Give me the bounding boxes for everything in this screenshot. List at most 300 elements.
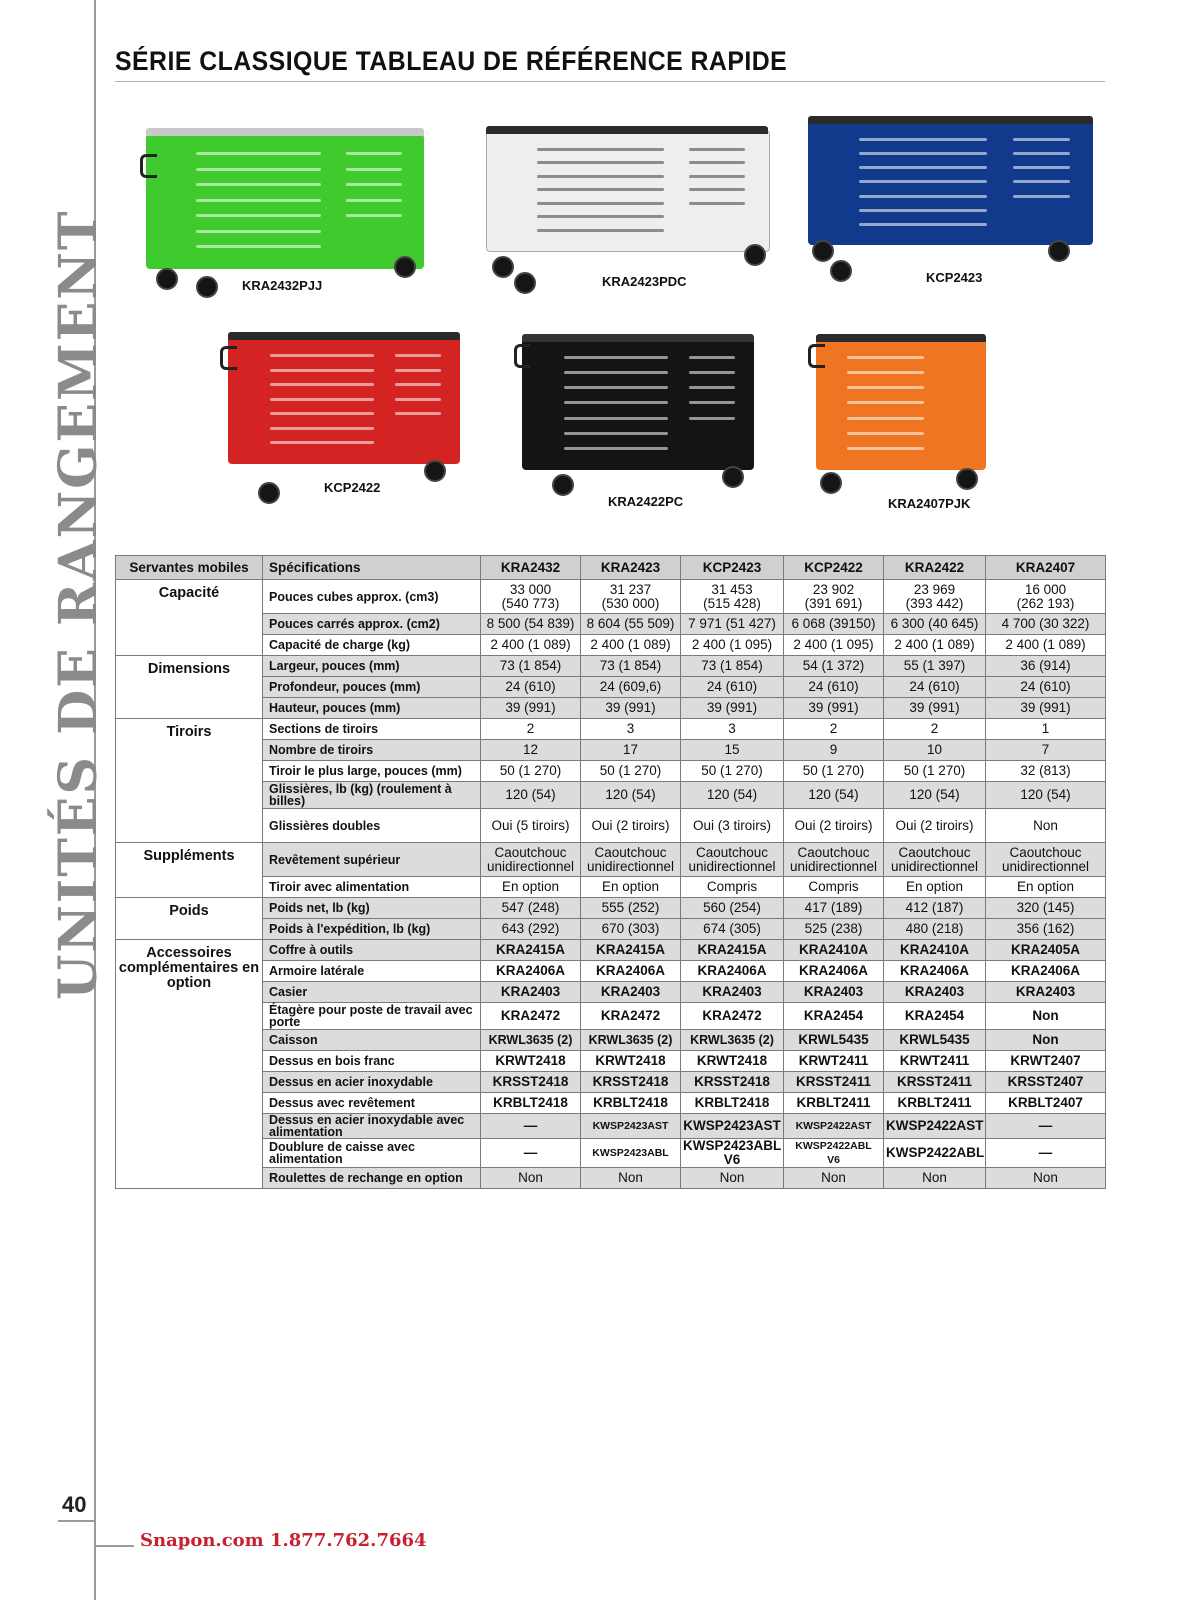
drawer-handle [689, 417, 735, 420]
table-row [116, 961, 1106, 982]
value-cell: 24 (609,6) [581, 677, 681, 698]
value-cell: 73 (1 854) [681, 656, 784, 677]
value-cell: KRA2410A [784, 940, 884, 961]
spec-label: Revêtement supérieur [263, 843, 481, 877]
cabinet-top [486, 126, 768, 134]
category-cell: Suppléments [116, 843, 263, 898]
value-cell: Non [784, 1168, 884, 1189]
value-cell: 120 (54) [681, 782, 784, 809]
drawer-handle [395, 383, 441, 386]
table-row [116, 677, 1106, 698]
value-cell: 2 400 (1 089) [884, 635, 986, 656]
product-image [146, 128, 436, 298]
table-row [116, 919, 1106, 940]
value-cell: 643 (292) [481, 919, 581, 940]
product-image [816, 334, 996, 514]
value-cell: 50 (1 270) [884, 761, 986, 782]
table-row [116, 1168, 1106, 1189]
drawer-handle [537, 175, 664, 178]
value-cell: KRA2406A [986, 961, 1106, 982]
value-cell: 7 971 (51 427) [681, 614, 784, 635]
spec-label: Sections de tiroirs [263, 719, 481, 740]
value-cell: 10 [884, 740, 986, 761]
value-cell: 2 [481, 719, 581, 740]
value-cell: 39 (991) [986, 698, 1106, 719]
value-cell: Caoutchouc unidirectionnel [986, 843, 1106, 877]
table-row [116, 761, 1106, 782]
table-row [116, 809, 1106, 843]
value-cell: 525 (238) [784, 919, 884, 940]
caster-wheel-icon [722, 466, 744, 488]
side-handle-icon [220, 346, 237, 370]
side-handle-icon [514, 344, 531, 368]
cabinet-top [522, 334, 754, 342]
product-label: KRA2432PJJ [242, 278, 323, 293]
value-cell: 547 (248) [481, 898, 581, 919]
value-cell: 120 (54) [884, 782, 986, 809]
value-cell: En option [581, 877, 681, 898]
table-row [116, 877, 1106, 898]
value-cell: 4 700 (30 322) [986, 614, 1106, 635]
header-spec: Spécifications [263, 556, 481, 580]
value-cell: KRWL3635 (2) [681, 1030, 784, 1051]
value-cell: 2 400 (1 089) [986, 635, 1106, 656]
value-cell: 36 (914) [986, 656, 1106, 677]
value-cell: KRA2410A [884, 940, 986, 961]
value-cell: KRA2406A [784, 961, 884, 982]
value-cell: 32 (813) [986, 761, 1106, 782]
value-cell: 39 (991) [681, 698, 784, 719]
table-row [116, 1051, 1106, 1072]
drawer-handle [564, 386, 668, 389]
value-cell: KWSP2422ABL [884, 1139, 986, 1168]
table-row [116, 656, 1106, 677]
drawer-handle [346, 168, 402, 171]
value-cell: 50 (1 270) [681, 761, 784, 782]
title-rule [115, 81, 1105, 82]
table-row [116, 1030, 1106, 1051]
value-cell: 2 400 (1 095) [784, 635, 884, 656]
value-cell: 23 902 (391 691) [784, 580, 884, 614]
value-cell: En option [884, 877, 986, 898]
drawer-handle [689, 356, 735, 359]
value-cell: 73 (1 854) [481, 656, 581, 677]
drawer-handle [1013, 180, 1070, 183]
drawer-handle [859, 166, 987, 169]
drawer-handle [689, 161, 745, 164]
spec-label: Étagère pour poste de travail avec porte [263, 1003, 481, 1030]
spec-label: Capacité de charge (kg) [263, 635, 481, 656]
drawer-handle [847, 386, 924, 389]
value-cell: KRBLT2418 [581, 1093, 681, 1114]
value-cell: 120 (54) [581, 782, 681, 809]
value-cell: 2 [884, 719, 986, 740]
value-cell: Non [481, 1168, 581, 1189]
value-cell: 17 [581, 740, 681, 761]
value-cell: KRA2454 [884, 1003, 986, 1030]
value-cell: KRA2403 [481, 982, 581, 1003]
product-label: KRA2423PDC [602, 274, 687, 289]
drawer-handle [395, 398, 441, 401]
table-row [116, 719, 1106, 740]
category-cell: Poids [116, 898, 263, 940]
value-cell: KRSST2411 [884, 1072, 986, 1093]
value-cell: 320 (145) [986, 898, 1106, 919]
value-cell: KRWL5435 [884, 1030, 986, 1051]
value-cell: 39 (991) [581, 698, 681, 719]
drawer-handle [395, 354, 441, 357]
caster-wheel-icon [552, 474, 574, 496]
caster-wheel-icon [156, 268, 178, 290]
value-cell: KRSST2411 [784, 1072, 884, 1093]
value-cell: 6 300 (40 645) [884, 614, 986, 635]
drawer-handle [689, 401, 735, 404]
caster-wheel-icon [1048, 240, 1070, 262]
product-image [808, 116, 1098, 286]
value-cell: KRWT2411 [884, 1051, 986, 1072]
value-cell: KRSST2418 [581, 1072, 681, 1093]
value-cell: KRA2403 [681, 982, 784, 1003]
value-cell: KWSP2423AST [681, 1114, 784, 1139]
spec-label: Tiroir avec alimentation [263, 877, 481, 898]
caster-wheel-icon [492, 256, 514, 278]
header-model: KCP2422 [784, 556, 884, 580]
drawer-handle [196, 230, 321, 233]
category-cell: Dimensions [116, 656, 263, 719]
value-cell: KRA2403 [884, 982, 986, 1003]
drawer-handle [537, 148, 664, 151]
value-cell: Compris [784, 877, 884, 898]
drawer-handle [196, 152, 321, 155]
value-cell: KRBLT2411 [784, 1093, 884, 1114]
value-cell: Oui (3 tiroirs) [681, 809, 784, 843]
spec-label: Pouces cubes approx. (cm3) [263, 580, 481, 614]
drawer-handle [346, 183, 402, 186]
value-cell: 24 (610) [884, 677, 986, 698]
value-cell: KRA2405A [986, 940, 1106, 961]
value-cell: Caoutchouc unidirectionnel [481, 843, 581, 877]
value-cell: Non [986, 809, 1106, 843]
value-cell: KRWT2407 [986, 1051, 1106, 1072]
table-row [116, 982, 1106, 1003]
drawer-handle [847, 356, 924, 359]
value-cell: KRSST2418 [481, 1072, 581, 1093]
value-cell: Caoutchouc unidirectionnel [581, 843, 681, 877]
drawer-handle [537, 229, 664, 232]
value-cell: 23 969 (393 442) [884, 580, 986, 614]
drawer-handle [270, 427, 374, 430]
spec-label: Hauteur, pouces (mm) [263, 698, 481, 719]
drawer-handle [847, 401, 924, 404]
spec-table [115, 555, 1106, 1189]
drawer-handle [847, 432, 924, 435]
value-cell: KRA2403 [986, 982, 1106, 1003]
value-cell: 2 400 (1 095) [681, 635, 784, 656]
product-image [486, 126, 776, 296]
value-cell: 16 000 (262 193) [986, 580, 1106, 614]
value-cell: KRSST2407 [986, 1072, 1106, 1093]
value-cell: En option [986, 877, 1106, 898]
value-cell: 9 [784, 740, 884, 761]
table-row [116, 843, 1106, 877]
value-cell: 50 (1 270) [581, 761, 681, 782]
value-cell: 8 604 (55 509) [581, 614, 681, 635]
cabinet-top [146, 128, 424, 136]
drawer-handle [564, 371, 668, 374]
value-cell: KRA2406A [681, 961, 784, 982]
value-cell: 120 (54) [481, 782, 581, 809]
value-cell: 2 400 (1 089) [581, 635, 681, 656]
value-cell: Oui (2 tiroirs) [884, 809, 986, 843]
caster-wheel-icon [744, 244, 766, 266]
caster-wheel-icon [196, 276, 218, 298]
table-row [116, 898, 1106, 919]
table-row [116, 1139, 1106, 1168]
drawer-handle [859, 223, 987, 226]
drawer-handle [537, 188, 664, 191]
table-row [116, 1093, 1106, 1114]
header-model: KRA2423 [581, 556, 681, 580]
spec-label: Roulettes de rechange en option [263, 1168, 481, 1189]
value-cell: 31 237 (530 000) [581, 580, 681, 614]
drawer-handle [270, 383, 374, 386]
drawer-handle [564, 417, 668, 420]
value-cell: Caoutchouc unidirectionnel [784, 843, 884, 877]
category-cell: Capacité [116, 580, 263, 656]
spec-label: Profondeur, pouces (mm) [263, 677, 481, 698]
category-cell: Accessoires complémentaires en option [116, 940, 263, 1189]
table-row [116, 580, 1106, 614]
value-cell: KWSP2423ABL V6 [681, 1139, 784, 1168]
drawer-handle [270, 398, 374, 401]
value-cell: 1 [986, 719, 1106, 740]
drawer-handle [564, 356, 668, 359]
spec-label: Casier [263, 982, 481, 1003]
drawer-handle [1013, 195, 1070, 198]
table-row [116, 940, 1106, 961]
value-cell: KRWT2418 [581, 1051, 681, 1072]
value-cell: KRWT2418 [681, 1051, 784, 1072]
value-cell: 24 (610) [481, 677, 581, 698]
table-row [116, 782, 1106, 809]
drawer-handle [346, 199, 402, 202]
spec-label: Pouces carrés approx. (cm2) [263, 614, 481, 635]
value-cell: KRA2415A [481, 940, 581, 961]
caster-wheel-icon [820, 472, 842, 494]
spec-label: Nombre de tiroirs [263, 740, 481, 761]
value-cell: KRBLT2411 [884, 1093, 986, 1114]
value-cell: 39 (991) [481, 698, 581, 719]
drawer-handle [689, 148, 745, 151]
spec-label: Caisson [263, 1030, 481, 1051]
value-cell: KRWT2411 [784, 1051, 884, 1072]
value-cell: 15 [681, 740, 784, 761]
caster-wheel-icon [812, 240, 834, 262]
table-row [116, 698, 1106, 719]
value-cell: 8 500 (54 839) [481, 614, 581, 635]
header-model: KCP2423 [681, 556, 784, 580]
value-cell: — [986, 1114, 1106, 1139]
drawer-handle [1013, 152, 1070, 155]
spec-label: Dessus en bois franc [263, 1051, 481, 1072]
page-number: 40 [62, 1492, 87, 1517]
value-cell: Caoutchouc unidirectionnel [681, 843, 784, 877]
drawer-handle [196, 168, 321, 171]
table-row [116, 1114, 1106, 1139]
value-cell: 560 (254) [681, 898, 784, 919]
drawer-handle [1013, 166, 1070, 169]
drawer-handle [270, 441, 374, 444]
drawer-handle [270, 354, 374, 357]
value-cell: 412 (187) [884, 898, 986, 919]
drawer-handle [346, 214, 402, 217]
drawer-handle [847, 417, 924, 420]
drawer-handle [564, 447, 668, 450]
value-cell: KWSP2423AST [581, 1114, 681, 1139]
spec-label: Tiroir le plus large, pouces (mm) [263, 761, 481, 782]
value-cell: KRA2472 [681, 1003, 784, 1030]
caster-wheel-icon [424, 460, 446, 482]
value-cell: 2 [784, 719, 884, 740]
value-cell: Non [581, 1168, 681, 1189]
spec-label: Dessus en acier inoxydable [263, 1072, 481, 1093]
value-cell: 39 (991) [784, 698, 884, 719]
value-cell: 3 [581, 719, 681, 740]
value-cell: 73 (1 854) [581, 656, 681, 677]
category-cell: Tiroirs [116, 719, 263, 843]
value-cell: — [481, 1139, 581, 1168]
drawer-handle [395, 369, 441, 372]
value-cell: KRA2472 [581, 1003, 681, 1030]
drawer-handle [537, 161, 664, 164]
table-header-row [116, 556, 1106, 580]
value-cell: KRWL3635 (2) [481, 1030, 581, 1051]
value-cell: 12 [481, 740, 581, 761]
caster-wheel-icon [514, 272, 536, 294]
caster-wheel-icon [394, 256, 416, 278]
value-cell: KRA2406A [581, 961, 681, 982]
drawer-handle [689, 188, 745, 191]
product-image [228, 332, 468, 512]
cabinet-top [808, 116, 1093, 124]
drawer-handle [395, 412, 441, 415]
drawer-handle [537, 215, 664, 218]
cabinet-top [816, 334, 986, 342]
value-cell: 2 400 (1 089) [481, 635, 581, 656]
value-cell: 356 (162) [986, 919, 1106, 940]
value-cell: 480 (218) [884, 919, 986, 940]
drawer-handle [689, 386, 735, 389]
value-cell: 670 (303) [581, 919, 681, 940]
value-cell: KRBLT2418 [681, 1093, 784, 1114]
drawer-handle [270, 412, 374, 415]
drawer-handle [196, 183, 321, 186]
value-cell: KRBLT2407 [986, 1093, 1106, 1114]
product-label: KCP2422 [324, 480, 381, 495]
caster-wheel-icon [956, 468, 978, 490]
product-label: KRA2407PJK [888, 496, 971, 511]
value-cell: 31 453 (515 428) [681, 580, 784, 614]
drawer-handle [689, 175, 745, 178]
table-row [116, 614, 1106, 635]
value-cell: 555 (252) [581, 898, 681, 919]
page-title: SÉRIE CLASSIQUE TABLEAU DE RÉFÉRENCE RAPIDE [115, 46, 788, 76]
spec-label: Glissières doubles [263, 809, 481, 843]
table-row [116, 635, 1106, 656]
header-model: KRA2407 [986, 556, 1106, 580]
spec-label: Dessus en acier inoxydable avec alimentation [263, 1114, 481, 1139]
value-cell: KRBLT2418 [481, 1093, 581, 1114]
drawer-handle [537, 202, 664, 205]
drawer-handle [859, 152, 987, 155]
value-cell: 50 (1 270) [481, 761, 581, 782]
table-row [116, 1072, 1106, 1093]
spec-label: Armoire latérale [263, 961, 481, 982]
value-cell: — [481, 1114, 581, 1139]
drawer-handle [847, 447, 924, 450]
value-cell: Caoutchouc unidirectionnel [884, 843, 986, 877]
value-cell: KRA2406A [481, 961, 581, 982]
drawer-handle [196, 245, 321, 248]
side-handle-icon [140, 154, 157, 178]
value-cell: 674 (305) [681, 919, 784, 940]
spec-label: Doublure de caisse avec alimentation [263, 1139, 481, 1168]
value-cell: KRWL3635 (2) [581, 1030, 681, 1051]
spec-label: Glissières, lb (kg) (roulement à billes) [263, 782, 481, 809]
value-cell: Non [681, 1168, 784, 1189]
drawer-handle [689, 371, 735, 374]
header-category: Servantes mobiles [116, 556, 263, 580]
value-cell: 55 (1 397) [884, 656, 986, 677]
value-cell: 120 (54) [986, 782, 1106, 809]
footer-rule [96, 1545, 134, 1547]
product-image [522, 334, 762, 514]
drawer-handle [346, 152, 402, 155]
value-cell: 39 (991) [884, 698, 986, 719]
value-cell: KRA2403 [581, 982, 681, 1003]
value-cell: KRA2454 [784, 1003, 884, 1030]
product-label: KCP2423 [926, 270, 983, 285]
value-cell: — [986, 1139, 1106, 1168]
value-cell: KRA2415A [681, 940, 784, 961]
drawer-handle [196, 199, 321, 202]
value-cell: 50 (1 270) [784, 761, 884, 782]
value-cell: 33 000 (540 773) [481, 580, 581, 614]
drawer-handle [689, 202, 745, 205]
value-cell: 24 (610) [986, 677, 1106, 698]
drawer-handle [859, 209, 987, 212]
value-cell: 417 (189) [784, 898, 884, 919]
value-cell: KWSP2422AST [784, 1114, 884, 1139]
drawer-handle [564, 401, 668, 404]
value-cell: 7 [986, 740, 1106, 761]
value-cell: KRA2406A [884, 961, 986, 982]
spec-label: Coffre à outils [263, 940, 481, 961]
value-cell: En option [481, 877, 581, 898]
header-model: KRA2432 [481, 556, 581, 580]
table-row [116, 1003, 1106, 1030]
section-side-title: UNITÉS DE RANGEMENT [48, 209, 109, 1000]
value-cell: Non [986, 1003, 1106, 1030]
value-cell: Non [986, 1168, 1106, 1189]
value-cell: KRA2472 [481, 1003, 581, 1030]
value-cell: Compris [681, 877, 784, 898]
value-cell: Oui (2 tiroirs) [784, 809, 884, 843]
footer-contact: Snapon.com 1.877.762.7664 [140, 1530, 427, 1551]
table-row [116, 740, 1106, 761]
drawer-handle [859, 138, 987, 141]
value-cell: Oui (5 tiroirs) [481, 809, 581, 843]
